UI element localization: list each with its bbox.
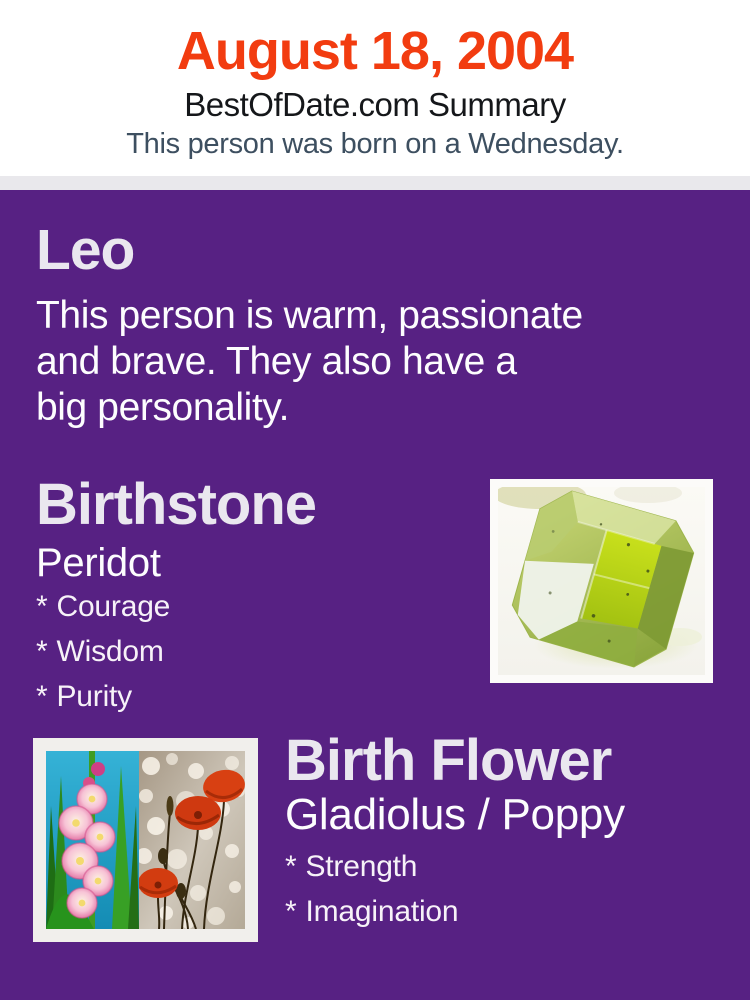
birthstone-section (36, 472, 316, 719)
birthstone-trait-label: Courage (56, 590, 171, 623)
zodiac-description-line: and brave. They also have a (36, 340, 517, 383)
asterisk-bullet: * (285, 850, 297, 884)
birth-flower-traits (285, 844, 625, 934)
zodiac-sign: Leo (36, 218, 135, 282)
asterisk-bullet: * (36, 590, 48, 623)
birthstone-trait-label: Wisdom (56, 635, 164, 668)
birthstone-trait (36, 584, 316, 629)
poppy-photo-half (136, 751, 245, 929)
site-summary: BestOfDate.com Summary (184, 86, 566, 123)
birth-flower-heading: Birth Flower (285, 728, 612, 793)
birth-flower-name: Gladiolus / Poppy (285, 790, 625, 839)
zodiac-description-line: big personality. (36, 386, 290, 429)
born-on-weekday: This person was born on a Wednesday. (126, 128, 624, 160)
birth-flower-trait-label: Strength (305, 850, 418, 884)
birthstone-heading: Birthstone (36, 472, 316, 537)
header (0, 0, 750, 176)
asterisk-bullet: * (36, 635, 48, 668)
asterisk-bullet: * (285, 895, 297, 929)
zodiac-description (36, 293, 583, 431)
page-title-date: August 18, 2004 (176, 21, 574, 81)
peridot-photo (490, 479, 713, 683)
gladiolus-poppy-image (46, 751, 245, 929)
birthstone-trait-label: Purity (56, 680, 132, 713)
birth-flower-trait (285, 844, 625, 889)
birthstone-trait (36, 629, 316, 674)
birth-flower-section (285, 728, 625, 934)
birth-flower-photo (33, 738, 258, 942)
summary-card (0, 190, 750, 1000)
peridot-gem-image (498, 487, 705, 675)
birthstone-traits (36, 584, 316, 719)
birth-flower-trait (285, 889, 625, 934)
header-divider (0, 176, 750, 190)
gladiolus-photo-half (46, 751, 139, 929)
zodiac-description-line: This person is warm, passionate (36, 294, 583, 337)
asterisk-bullet: * (36, 680, 48, 713)
birthstone-name: Peridot (36, 541, 161, 585)
birth-flower-trait-label: Imagination (305, 895, 459, 929)
birthstone-trait (36, 674, 316, 719)
